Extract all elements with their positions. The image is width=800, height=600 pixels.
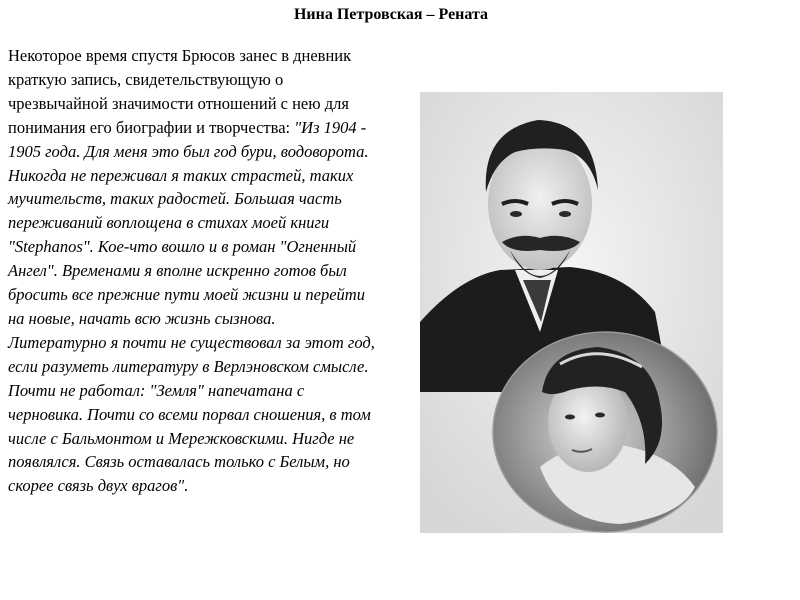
slide-title: Нина Петровская – Рената [293,6,489,23]
woman-eye-right [595,413,605,418]
man-moustache [502,236,580,251]
woman-eye-left [565,415,575,420]
woman-portrait [493,332,717,532]
man-eye-right [559,211,571,217]
portrait-photos [420,92,723,533]
diary-quote: "Из 1904 - 1905 года. Для меня это был год бури, водоворота. Никогда не переживал я таких страстей, таких мучительств, таких радостей. Большая часть переживаний воплощена в стихах моей книги "Stephanos". Кое-что вошло и в роман "Огненный Ангел". Временами я вполне искренно готов был бросить все прежние пути моей жизни и перейти на новые, начать всю жизнь сызнова. Литературно я почти не существовал за этот год, если разуметь литературу в Верлэновском смысле. Почти не работал: "Земля" напечатана с черновика. Почти со всеми порвал сношения, в том числе с Бальмонтом и Мережковскими. Нигде не появлялся. Связь оставалась только с Белым, но скорее связь двух врагов". [8,117,375,496]
intro-text: Некоторое время спустя Брюсов занес в дневник краткую запись, свидетельствующую о чрезвычайной значимости отношений с нею для понимания его биографии и творчества: [8,46,352,137]
man-eye-left [510,211,522,217]
body-text [8,44,378,498]
